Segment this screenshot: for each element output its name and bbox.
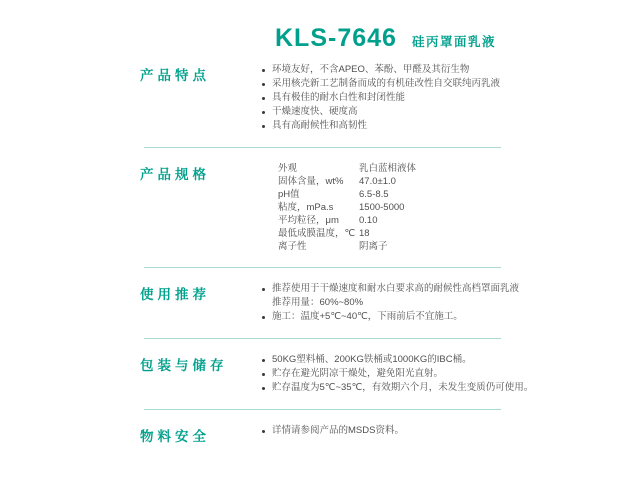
page-title xyxy=(275,24,496,53)
list-item xyxy=(262,91,504,105)
spec-value: 0.10 xyxy=(359,215,378,226)
section-divider xyxy=(144,267,501,268)
list-item-text: 50KG塑料桶、200KG铁桶或1000KG的IBC桶。 xyxy=(272,354,472,365)
bullet-list xyxy=(262,352,533,395)
spec-value: 47.0±1.0 xyxy=(359,176,396,187)
bullet-icon xyxy=(262,97,265,100)
bullet-icon xyxy=(262,111,265,114)
bullet-icon xyxy=(262,69,265,72)
list-item-text: 推荐使用于干燥速度和耐水白要求高的耐候性高档罩面乳液 xyxy=(272,283,520,294)
section-divider xyxy=(144,147,501,148)
list-item xyxy=(262,119,504,133)
list-item xyxy=(262,310,519,324)
spec-row xyxy=(278,162,504,175)
list-item-text: 环境友好，不含APEO、苯酚、甲醛及其衍生物 xyxy=(272,64,470,75)
spec-row xyxy=(278,227,504,240)
bullet-icon xyxy=(262,125,265,128)
document-body xyxy=(140,62,534,445)
list-item-text: 施工：温度+5℃~40℃，下雨前后不宜施工。 xyxy=(272,311,463,322)
section-product-specs xyxy=(140,161,504,253)
spec-value: 18 xyxy=(359,228,370,239)
spec-label: 平均粒径，μm xyxy=(278,215,339,226)
bullet-icon xyxy=(262,316,265,319)
section-heading: 使用推荐 xyxy=(140,287,210,302)
list-item xyxy=(262,381,533,395)
bullet-list xyxy=(262,423,504,438)
spec-value: 1500-5000 xyxy=(359,202,405,213)
section-heading: 产品特点 xyxy=(140,68,210,83)
product-model: KLS-7646 xyxy=(275,24,397,52)
bullet-list xyxy=(262,62,504,133)
spec-row xyxy=(278,188,504,201)
bullet-icon xyxy=(262,288,265,291)
spec-value: 6.5-8.5 xyxy=(359,189,389,200)
spec-row xyxy=(278,175,504,188)
list-item-subline xyxy=(262,296,519,310)
section-material-safety xyxy=(140,423,504,445)
spec-label: 最低成膜温度，℃ xyxy=(278,228,356,239)
spec-label: 粘度，mPa.s xyxy=(278,202,334,213)
spec-label: 固体含量，wt% xyxy=(278,176,344,187)
list-item xyxy=(262,424,504,438)
list-item-text: 干燥速度快、硬度高 xyxy=(272,106,358,117)
bullet-icon xyxy=(262,373,265,376)
list-item xyxy=(262,77,504,91)
spec-label: pH值 xyxy=(278,189,300,200)
spec-row xyxy=(278,214,504,227)
list-item xyxy=(262,282,519,296)
list-item xyxy=(262,105,504,119)
product-name: 硅丙罩面乳液 xyxy=(411,35,496,49)
list-item-text: 贮存在避光阴凉干燥处，避免阳光直射。 xyxy=(272,368,444,379)
list-item-text: 具有高耐候性和高韧性 xyxy=(272,120,368,131)
section-packaging-storage xyxy=(140,352,534,395)
section-heading: 物料安全 xyxy=(140,429,210,444)
spec-label: 离子性 xyxy=(278,241,307,252)
spec-row xyxy=(278,240,504,253)
spec-label: 外观 xyxy=(278,163,298,174)
bullet-icon xyxy=(262,83,265,86)
list-item-text: 采用核壳新工艺制备而成的有机硅改性自交联纯丙乳液 xyxy=(272,78,501,89)
list-item xyxy=(262,367,533,381)
bullet-icon xyxy=(262,430,265,433)
list-item xyxy=(262,63,504,77)
section-heading: 包装与储存 xyxy=(140,358,228,373)
section-divider xyxy=(144,409,501,410)
section-product-features xyxy=(140,62,504,133)
section-heading: 产品规格 xyxy=(140,167,210,182)
list-item-text: 推荐用量：60%~80% xyxy=(272,297,364,308)
spec-row xyxy=(278,201,504,214)
spec-table xyxy=(262,161,504,253)
section-usage-recommendation xyxy=(140,281,520,324)
bullet-list xyxy=(262,281,519,324)
spec-value: 阴离子 xyxy=(359,241,388,252)
list-item-text: 详情请参阅产品的MSDS资料。 xyxy=(272,425,404,436)
list-item xyxy=(262,353,533,367)
section-divider xyxy=(144,338,501,339)
bullet-icon xyxy=(262,387,265,390)
list-item-text: 具有极佳的耐水白性和封闭性能 xyxy=(272,92,406,103)
bullet-icon xyxy=(262,359,265,362)
list-item-text: 贮存温度为5℃~35℃，有效期六个月，未发生变质仍可使用。 xyxy=(272,382,534,393)
spec-value: 乳白蓝相液体 xyxy=(359,163,417,174)
